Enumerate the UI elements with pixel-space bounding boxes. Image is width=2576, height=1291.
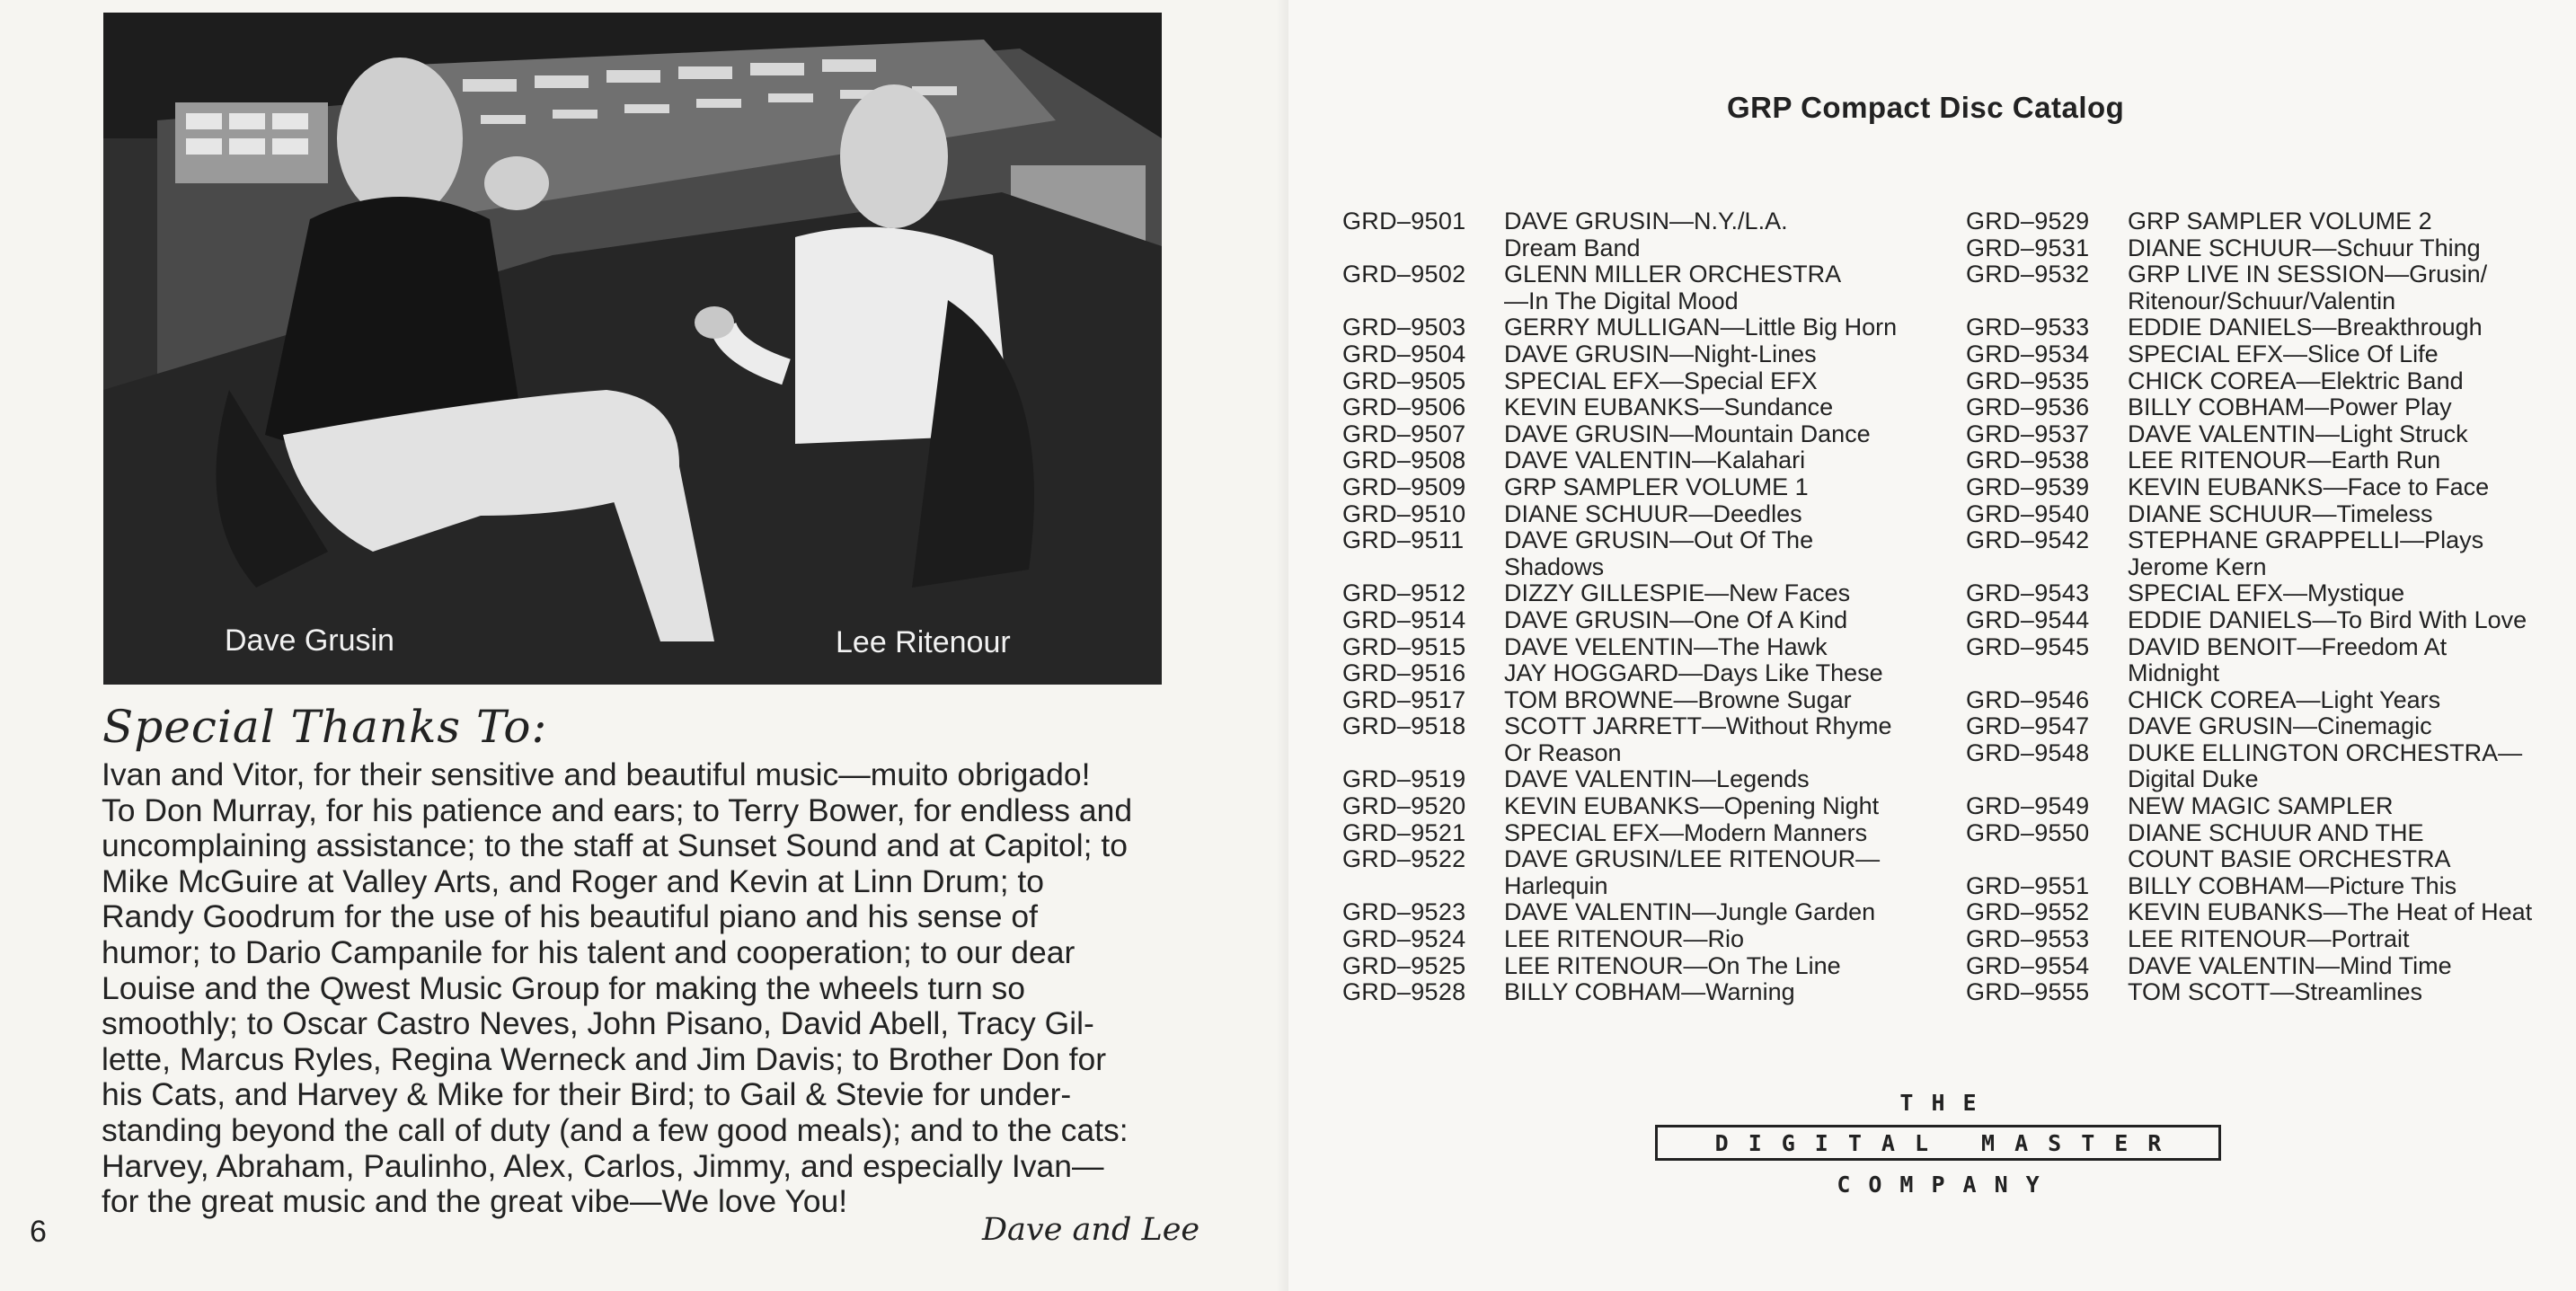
catalog-entry [1342, 474, 1897, 501]
catalog-entry [1342, 899, 1897, 926]
catalog-entry [1342, 288, 1897, 315]
thanks-line: To Don Murray, for his patience and ears; to Terry Bower, for endless and [102, 791, 1133, 828]
catalog-title-text: SPECIAL EFX—Mystique [2128, 579, 2405, 607]
catalog-title-text: SPECIAL EFX—Modern Manners [1504, 818, 1868, 846]
catalog-title-text: SPECIAL EFX—Special EFX [1504, 367, 1818, 394]
catalog-title-text: KEVIN EUBANKS—Sundance [1504, 393, 1834, 421]
catalog-code: GRD–9537 [1966, 420, 2090, 447]
catalog-code [1966, 766, 2128, 793]
catalog-entry [1966, 820, 2532, 847]
catalog-code [1342, 740, 1504, 767]
catalog-code: GRD–9554 [1966, 951, 2090, 979]
thanks-line: smoothly; to Oscar Castro Neves, John Pisano, David Abell, Tracy Gil- [102, 1005, 1094, 1042]
catalog-entry [1966, 580, 2532, 607]
catalog-entry [1342, 447, 1897, 474]
catalog-entry [1342, 766, 1897, 793]
catalog-title-text: DAVE GRUSIN—One Of A Kind [1504, 606, 1848, 633]
catalog-entry [1966, 208, 2532, 235]
catalog-title-text: Midnight [2128, 659, 2220, 687]
catalog-title-text: DIZZY GILLESPIE—New Faces [1504, 579, 1851, 607]
catalog-title-text: DAVE VALENTIN—Mind Time [2128, 951, 2452, 979]
catalog-title-text: LEE RITENOUR—On The Line [1504, 951, 1841, 979]
catalog-entry [1966, 873, 2532, 900]
catalog-title-text: DAVE GRUSIN—Out Of The [1504, 526, 1814, 554]
catalog-code: GRD–9540 [1966, 500, 2090, 527]
catalog-code [1966, 846, 2128, 873]
catalog-code [1966, 660, 2128, 687]
digital-master-company-logo [1655, 1090, 2221, 1198]
catalog-title-text: Harlequin [1504, 871, 1608, 899]
thanks-line: for the great music and the great vibe—We love You! [102, 1183, 848, 1220]
catalog-code: GRD–9501 [1342, 208, 1466, 234]
catalog-entry [1342, 580, 1897, 607]
catalog-column-2 [1966, 208, 2532, 1006]
catalog-entry [1342, 208, 1897, 235]
catalog-code: GRD–9542 [1966, 526, 2090, 554]
catalog-entry [1966, 474, 2532, 501]
catalog-entry [1966, 979, 2532, 1006]
catalog-entry [1342, 793, 1897, 820]
thanks-line: lette, Marcus Ryles, Regina Werneck and Jim Davis; to Brother Don for [102, 1040, 1107, 1077]
catalog-title-text: DAVE VELENTIN—The Hawk [1504, 632, 1828, 660]
catalog-title-text: TOM BROWNE—Browne Sugar [1504, 685, 1852, 713]
catalog-entry [1342, 953, 1897, 980]
catalog-entry [1966, 766, 2532, 793]
catalog-code: GRD–9507 [1342, 420, 1466, 447]
catalog-title-text: Ritenour/Schuur/Valentin [2128, 287, 2396, 314]
catalog-code: GRD–9553 [1966, 925, 2090, 953]
catalog-entry [1966, 261, 2532, 288]
catalog-code: GRD–9523 [1342, 898, 1466, 926]
catalog-code: GRD–9529 [1966, 208, 2090, 234]
catalog-title-text: Shadows [1504, 553, 1605, 580]
catalog-title-text: EDDIE DANIELS—To Bird With Love [2128, 606, 2527, 633]
catalog-entry [1966, 687, 2532, 714]
catalog-entry [1966, 447, 2532, 474]
studio-photo-image [103, 13, 1162, 685]
catalog-code: GRD–9522 [1342, 845, 1466, 873]
catalog-entry [1966, 713, 2532, 740]
catalog-code: GRD–9516 [1342, 659, 1466, 687]
catalog-code: GRD–9545 [1966, 632, 2090, 660]
catalog-code: GRD–9531 [1966, 234, 2090, 261]
catalog-code: GRD–9504 [1342, 340, 1466, 367]
catalog-title-text: DAVE GRUSIN—Night-Lines [1504, 340, 1817, 367]
catalog-entry [1966, 846, 2532, 873]
catalog-code: GRD–9512 [1342, 579, 1466, 607]
catalog-title-text: DAVE GRUSIN/LEE RITENOUR— [1504, 845, 1881, 873]
catalog-code: GRD–9518 [1342, 712, 1466, 740]
catalog-code: GRD–9535 [1966, 367, 2090, 394]
catalog-entry [1342, 687, 1897, 714]
catalog-title-text: GLENN MILLER ORCHESTRA [1504, 261, 1842, 288]
page-number: 6 [30, 1215, 47, 1249]
catalog-entry [1342, 926, 1897, 953]
catalog-column-1 [1342, 208, 1897, 1006]
catalog-entry [1342, 261, 1897, 288]
catalog-title-text: LEE RITENOUR—Rio [1504, 925, 1745, 953]
catalog-code: GRD–9510 [1342, 500, 1466, 527]
thanks-line: uncomplaining assistance; to the staff at Sunset Sound and at Capitol; to [102, 827, 1128, 864]
catalog-title-text: KEVIN EUBANKS—The Heat of Heat [2128, 898, 2533, 926]
catalog-entry [1966, 899, 2532, 926]
catalog-code: GRD–9544 [1966, 606, 2090, 633]
catalog-entry [1342, 341, 1897, 368]
catalog-entry [1342, 421, 1897, 448]
catalog-entry [1342, 820, 1897, 847]
catalog-code [1342, 235, 1504, 262]
catalog-entry [1966, 554, 2532, 581]
catalog-title-text: GERRY MULLIGAN—Little Big Horn [1504, 314, 1898, 341]
catalog-title-text: EDDIE DANIELS—Breakthrough [2128, 314, 2483, 341]
photo-caption-right: Lee Ritenour [836, 625, 1011, 659]
catalog-entry [1966, 314, 2532, 341]
catalog-title-text: SCOTT JARRETT—Without Rhyme [1504, 712, 1892, 740]
catalog-entry [1342, 235, 1897, 262]
catalog-code [1966, 554, 2128, 581]
catalog-entry [1342, 527, 1897, 554]
catalog-title-text: BILLY COBHAM—Picture This [2128, 871, 2457, 899]
catalog-title-text: DAVE VALENTIN—Kalahari [1504, 447, 1806, 474]
thanks-line: Louise and the Qwest Music Group for making the wheels turn so [102, 969, 1026, 1006]
catalog-title-text: STEPHANE GRAPPELLI—Plays [2128, 526, 2484, 554]
catalog-code: GRD–9543 [1966, 579, 2090, 607]
catalog-entry [1966, 740, 2532, 767]
catalog-title-text: DAVE VALENTIN—Light Struck [2128, 420, 2468, 447]
catalog-entry [1342, 979, 1897, 1006]
catalog-code [1342, 873, 1504, 900]
catalog-code [1342, 288, 1504, 315]
logo-company: COMPANY [1837, 1172, 2058, 1198]
catalog-title-text: DIANE SCHUUR—Timeless [2128, 500, 2433, 527]
catalog-title-text: DAVE GRUSIN—Mountain Dance [1504, 420, 1871, 447]
catalog-entry [1966, 235, 2532, 262]
catalog-code: GRD–9505 [1342, 367, 1466, 394]
catalog-entry [1342, 501, 1897, 528]
catalog-title-text: COUNT BASIE ORCHESTRA [2128, 845, 2451, 873]
catalog-code: GRD–9555 [1966, 978, 2090, 1006]
logo-digital-master: DIGITAL MASTER [1655, 1125, 2221, 1161]
catalog-title-text: JAY HOGGARD—Days Like These [1504, 659, 1883, 687]
catalog-entry [1342, 660, 1897, 687]
catalog-code: GRD–9502 [1342, 261, 1466, 288]
studio-photo [103, 13, 1162, 685]
catalog-title-text: DIANE SCHUUR AND THE [2128, 818, 2424, 846]
catalog-code [1966, 288, 2128, 315]
catalog-title-text: DAVE VALENTIN—Legends [1504, 765, 1810, 793]
catalog-entry [1966, 501, 2532, 528]
catalog-code: GRD–9506 [1342, 393, 1466, 421]
catalog-title-text: GRP SAMPLER VOLUME 1 [1504, 473, 1809, 500]
catalog-title-text: DAVID BENOIT—Freedom At [2128, 632, 2448, 660]
catalog-entry [1966, 660, 2532, 687]
catalog-entry [1966, 394, 2532, 421]
catalog-title-text: Digital Duke [2128, 765, 2259, 793]
thanks-line: standing beyond the call of duty (and a few good meals); and to the cats: [102, 1111, 1129, 1148]
catalog-code: GRD–9533 [1966, 314, 2090, 341]
catalog-code: GRD–9528 [1342, 978, 1466, 1006]
catalog-code: GRD–9532 [1966, 261, 2090, 288]
catalog-title-text: —In The Digital Mood [1504, 287, 1739, 314]
catalog-title-text: Jerome Kern [2128, 553, 2267, 580]
catalog-title-text: GRP LIVE IN SESSION—Grusin/ [2128, 261, 2488, 288]
catalog-entry [1966, 926, 2532, 953]
catalog-code: GRD–9524 [1342, 925, 1466, 953]
catalog-entry [1966, 288, 2532, 315]
catalog-entry [1342, 846, 1897, 873]
catalog-title-text: Or Reason [1504, 738, 1622, 766]
thanks-heading: Special Thanks To: [102, 701, 548, 753]
catalog-code: GRD–9514 [1342, 606, 1466, 633]
catalog-entry [1342, 368, 1897, 395]
photo-caption-left: Dave Grusin [225, 623, 394, 658]
catalog-title-text: DIANE SCHUUR—Deedles [1504, 500, 1802, 527]
catalog-title-text: CHICK COREA—Elektric Band [2128, 367, 2464, 394]
catalog-code: GRD–9547 [1966, 712, 2090, 740]
catalog-title-text: KEVIN EUBANKS—Opening Night [1504, 792, 1880, 820]
catalog-code: GRD–9548 [1966, 738, 2090, 766]
catalog-code: GRD–9521 [1342, 818, 1466, 846]
catalog-title-text: TOM SCOTT—Streamlines [2128, 978, 2423, 1006]
catalog-code: GRD–9552 [1966, 898, 2090, 926]
catalog-code: GRD–9509 [1342, 473, 1466, 500]
catalog-title-text: DAVE GRUSIN—Cinemagic [2128, 712, 2432, 740]
catalog-code: GRD–9503 [1342, 314, 1466, 341]
catalog-entry [1342, 634, 1897, 661]
catalog-title-text: DAVE GRUSIN—N.Y./L.A. [1504, 208, 1788, 234]
catalog-entry [1966, 953, 2532, 980]
catalog-entry [1342, 740, 1897, 767]
catalog-title-text: DUKE ELLINGTON ORCHESTRA— [2128, 738, 2523, 766]
catalog-entry [1342, 607, 1897, 634]
logo-the: THE [1899, 1090, 1995, 1116]
signoff: Dave and Lee [982, 1212, 1200, 1248]
catalog-title-text: NEW MAGIC SAMPLER [2128, 792, 2394, 820]
catalog-code: GRD–9519 [1342, 765, 1466, 793]
catalog-entry [1966, 634, 2532, 661]
catalog-code: GRD–9525 [1342, 951, 1466, 979]
thanks-line: Randy Goodrum for the use of his beautiful piano and his sense of [102, 898, 1038, 935]
catalog-title-text: Dream Band [1504, 234, 1641, 261]
catalog-title-text: BILLY COBHAM—Warning [1504, 978, 1795, 1006]
catalog-entry [1342, 554, 1897, 581]
catalog-title-text: DAVE VALENTIN—Jungle Garden [1504, 898, 1876, 926]
catalog-entry [1966, 341, 2532, 368]
catalog-code: GRD–9538 [1966, 447, 2090, 474]
catalog-code: GRD–9550 [1966, 818, 2090, 846]
catalog-code: GRD–9539 [1966, 473, 2090, 500]
catalog-code: GRD–9511 [1342, 526, 1465, 554]
catalog-entry [1342, 394, 1897, 421]
catalog-entry [1966, 793, 2532, 820]
catalog-entry [1966, 421, 2532, 448]
catalog-title-text: BILLY COBHAM—Power Play [2128, 393, 2452, 421]
catalog-title-text: DIANE SCHUUR—Schuur Thing [2128, 234, 2481, 261]
catalog-code: GRD–9508 [1342, 447, 1466, 474]
catalog-title-text: LEE RITENOUR—Earth Run [2128, 447, 2441, 474]
catalog-entry [1342, 873, 1897, 900]
catalog-title-text: CHICK COREA—Light Years [2128, 685, 2441, 713]
catalog-entry [1342, 314, 1897, 341]
catalog-code: GRD–9534 [1966, 340, 2090, 367]
catalog-entry [1966, 368, 2532, 395]
catalog-title-text: LEE RITENOUR—Portrait [2128, 925, 2410, 953]
thanks-body [102, 757, 1189, 1220]
catalog-code: GRD–9536 [1966, 393, 2090, 421]
catalog-title: GRP Compact Disc Catalog [1727, 91, 2125, 124]
catalog-title-text: SPECIAL EFX—Slice Of Life [2128, 340, 2439, 367]
thanks-line: Ivan and Vitor, for their sensitive and beautiful music—muito obrigado! [102, 756, 1091, 792]
thanks-line: Mike McGuire at Valley Arts, and Roger and Kevin at Linn Drum; to [102, 862, 1045, 899]
thanks-line: Harvey, Abraham, Paulinho, Alex, Carlos, Jimmy, and especially Ivan— [102, 1147, 1104, 1184]
catalog-entry [1966, 527, 2532, 554]
catalog-code: GRD–9549 [1966, 792, 2090, 820]
catalog-code: GRD–9551 [1966, 871, 2090, 899]
thanks-line: humor; to Dario Campanile for his talent and cooperation; to our dear [102, 933, 1076, 970]
catalog-entry [1342, 713, 1897, 740]
catalog-code [1342, 554, 1504, 581]
catalog-title-text: GRP SAMPLER VOLUME 2 [2128, 208, 2432, 234]
catalog-entry [1966, 607, 2532, 634]
catalog-title-text: KEVIN EUBANKS—Face to Face [2128, 473, 2490, 500]
catalog-code: GRD–9520 [1342, 792, 1466, 820]
catalog-code: GRD–9517 [1342, 685, 1466, 713]
catalog-code: GRD–9546 [1966, 685, 2090, 713]
thanks-line: his Cats, and Harvey & Mike for their Bird; to Gail & Stevie for under- [102, 1076, 1072, 1113]
catalog-code: GRD–9515 [1342, 632, 1466, 660]
